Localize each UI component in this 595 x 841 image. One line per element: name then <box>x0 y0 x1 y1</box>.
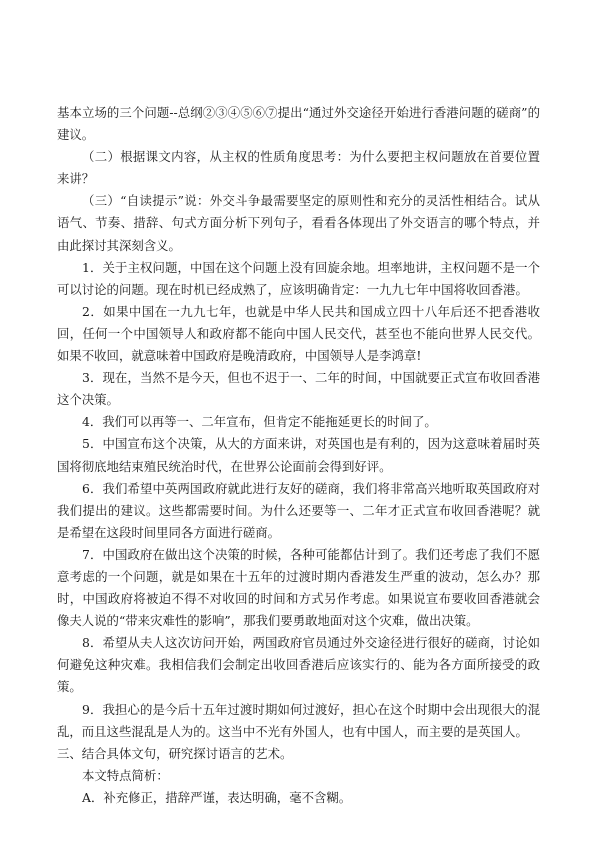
paragraph-analysis-a: A．补充修正，措辞严谨，表达明确，毫不含糊。 <box>82 789 352 805</box>
paragraph-sentence-7: 7．中国政府在做出这个决策的时候，各种可能都估计到了。我们还考虑了我们不愿意考虑的一个问题，就是如果在十五年的过渡时期内香港发生严重的波动，怎么办？那时，中国政府将被迫不得不对收回的时间和方式另作考虑。如果说宣布要收回香港就会像夫人说的“带来灾难性的影响”，那我们要勇敢地面对这个灾难，做出决策。 <box>57 546 540 629</box>
paragraph-analysis-title: 本文特点简析： <box>82 767 169 783</box>
paragraph-sentence-2: 2．如果中国在一九九七年，也就是中华人民共和国成立四十八年后还不把香港收回，任何一个中国领导人和政府都不能向中国人民交代，甚至也不能向世界人民交代。如果不收回，就意味着中国政府是晚清政府，中国领导人是李鸿章! <box>57 303 540 364</box>
paragraph-sentence-8: 8．希望从夫人这次访问开始，两国政府官员通过外交途径进行很好的磋商，讨论如何避免这种灾难。我相信我们会制定出收回香港后应该实行的、能为各方面所接受的政策。 <box>57 635 540 695</box>
document-body <box>57 102 540 809</box>
paragraph-sentence-6: 6．我们希望中英两国政府就此进行友好的磋商，我们将非常高兴地听取英国政府对我们提出的建议。这些都需要时间。为什么还要等一、二年才正式宣布收回香港呢？就是希望在这段时间里同各方面进行磋商。 <box>57 480 540 540</box>
paragraph-sentence-4: 4．我们可以再等一、二年宣布，但肯定不能拖延更长的时间了。 <box>82 414 437 430</box>
paragraph-sentence-1: 1．关于主权问题，中国在这个问题上没有回旋余地。坦率地讲，主权问题不是一个可以讨论的问题。现在时机已经成熟了，应该明确肯定：一九九七年中国将收回香港。 <box>57 259 540 297</box>
paragraph-sentence-3: 3．现在，当然不是今天，但也不迟于一、二年的时间，中国就要正式宣布收回香港这个决策。 <box>57 370 540 408</box>
paragraph-intro: 基本立场的三个问题--总纲②③④⑤⑥⑦提出“通过外交途径开始进行香港问题的磋商”的建议。 <box>57 105 540 143</box>
paragraph-question-2: （二）根据课文内容，从主权的性质角度思考：为什么要把主权问题放在首要位置来讲？ <box>57 149 540 187</box>
paragraph-sentence-9: 9．我担心的是今后十五年过渡时期如何过渡好，担心在这个时期中会出现很大的混乱，而且这些混乱是人为的。这当中不光有外国人，也有中国人，而主要的是英国人。 <box>57 701 540 739</box>
paragraph-question-3: （三）“自读提示”说：外交斗争最需要坚定的原则性和充分的灵活性相结合。试从语气、节奏、措辞、句式方面分析下列句子，看看各体现出了外交语言的哪个特点，并由此探讨其深刻含义。 <box>57 193 540 253</box>
paragraph-sentence-5: 5．中国宣布这个决策，从大的方面来讲，对英国也是有利的，因为这意味着届时英国将彻底地结束殖民统治时代，在世界公论面前会得到好评。 <box>57 436 540 474</box>
section-heading-3: 三、结合具体文句，研究探讨语言的艺术。 <box>57 745 293 761</box>
